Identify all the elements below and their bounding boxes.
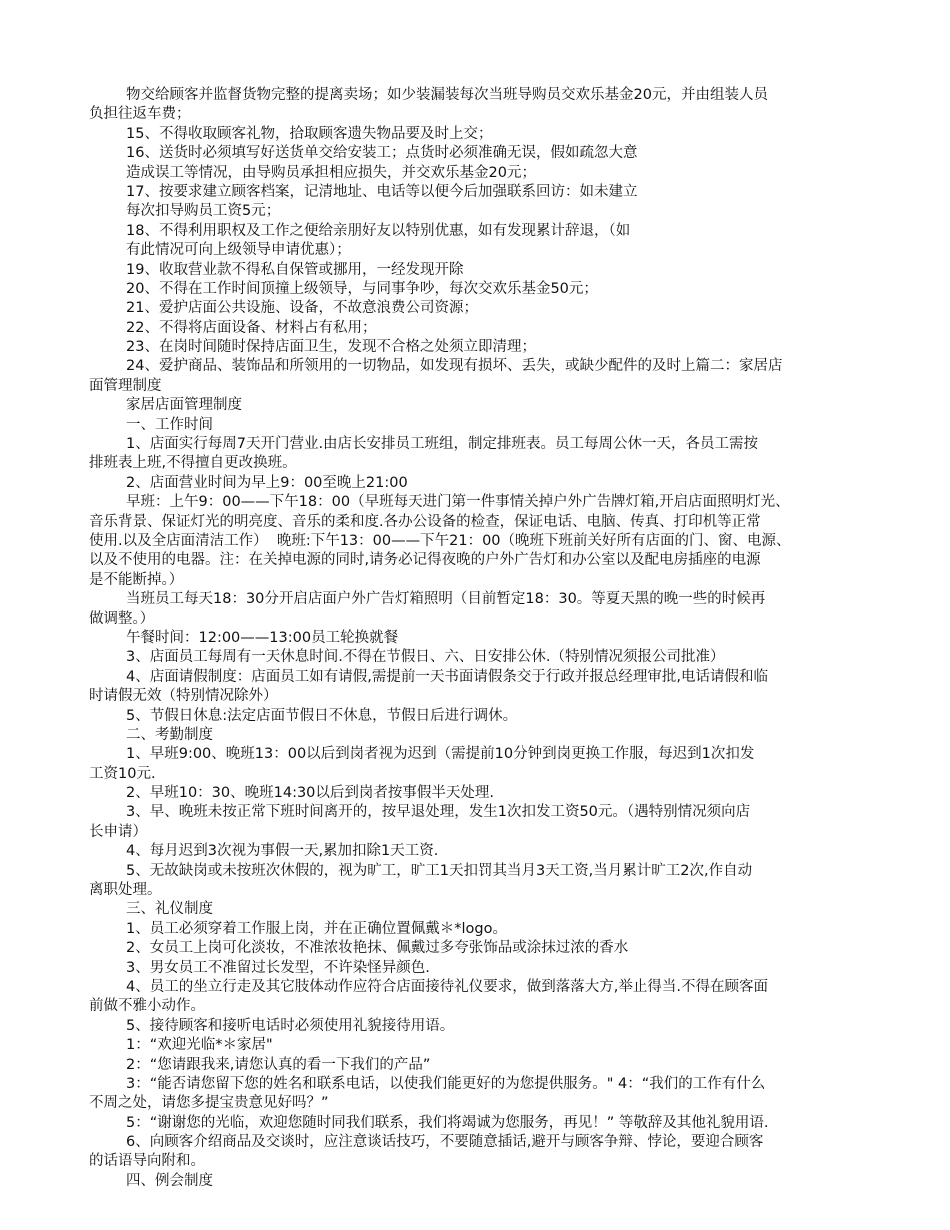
text-line: 16、送货时必须填写好送货单交给安装工；点货时必须准确无误，假如疏忽大意: [126, 145, 638, 162]
text-line: 使用.以及全店面清洁工作） 晚班:下午13：00——下午21：00（晚班下班前关好所有店面的门、窗、电源、: [89, 532, 791, 549]
text-line: 5：“谢谢您的光临，欢迎您随时同我们联系，我们将竭诚为您服务，再见！” 等敬辞及其他礼貌用语.: [126, 1114, 769, 1131]
text-line: 4、每月迟到3次视为事假一天,累加扣除1天工资.: [126, 843, 439, 860]
document-body: [89, 86, 869, 1191]
text-line: 不周之处，请您多提宝贵意见好吗？”: [89, 1095, 329, 1112]
text-line: 4、店面请假制度：店面员工如有请假,需提前一天书面请假条交于行政并报总经理审批,电话请假和临: [126, 668, 768, 685]
text-line: 18、不得利用职权及工作之便给亲朋好友以特别优惠，如有发现累计辞退，（如: [126, 222, 631, 239]
text-line: 19、收取营业款不得私自保管或挪用，一经发现开除: [126, 261, 464, 278]
text-line: 5、节假日休息:法定店面节假日不休息，节假日后进行调休。: [126, 707, 518, 724]
text-line: 20、不得在工作时间顶撞上级领导，与同事争吵，每次交欢乐基金50元；: [126, 280, 598, 297]
text-line: 5、无故缺岗或未按班次休假的，视为旷工，旷工1天扣罚其当月3天工资,当月累计旷工2次,作自动: [126, 862, 753, 879]
text-line: 家居店面管理制度: [126, 397, 242, 414]
text-line: 15、不得收取顾客礼物，拾取顾客遗失物品要及时上交；: [126, 125, 493, 142]
text-line: 1：“欢迎光临*＊家居": [126, 1037, 273, 1054]
text-line: 2、早班10：30、晚班14:30以后到岗者按事假半天处理.: [126, 785, 495, 802]
text-line: 四、例会制度: [126, 1172, 213, 1189]
text-line: 23、在岗时间随时保持店面卫生，发现不合格之处须立即清理；: [126, 339, 536, 356]
text-line: 3、早、晚班未按正常下班时间离开的，按早退处理，发生1次扣发工资50元。（遇特别情况须向店: [126, 804, 751, 821]
text-line: 是不能断掉。）: [89, 571, 184, 588]
text-line: 17、按要求建立顾客档案，记清地址、电话等以便今后加强联系回访：如未建立: [126, 183, 638, 200]
text-line: 2、店面营业时间为早上9：00至晚上21:00: [126, 474, 408, 491]
text-line: 22、不得将店面设备、材料占有私用；: [126, 319, 377, 336]
text-line: 有此情况可向上级领导申请优惠）；: [126, 242, 351, 259]
text-line: 3、店面员工每周有一天休息时间.不得在节假日、六、日安排公休.（特别情况须报公司批准）: [126, 649, 725, 666]
text-line: 三、礼仪制度: [126, 901, 213, 918]
text-line: 1、店面实行每周7天开门营业.由店长安排员工班组，制定排班表。员工每周公休一天，各员工需按: [126, 436, 759, 453]
text-line: 2：“您请跟我来,请您认真的看一下我们的产品”: [126, 1056, 431, 1073]
text-line: 造成误工等情况，由导购员承担相应损失，并交欢乐基金20元；: [126, 164, 536, 181]
text-line: 工资10元.: [89, 765, 156, 782]
text-line: 1、员工必须穿着工作服上岗，并在正确位置佩戴＊*logo。: [126, 920, 507, 937]
text-line: 负担往返车费；: [89, 106, 191, 123]
text-line: 的话语导向附和。: [89, 1153, 205, 1170]
text-line: 排班表上班,不得擅自更改换班。: [89, 455, 297, 472]
text-line: 离职处理。: [89, 882, 162, 899]
text-line: 当班员工每天18：30分开启店面户外广告灯箱照明（目前暂定18：30。等夏天黑的晚一些的时候再: [126, 591, 766, 608]
text-line: 21、爱护店面公共设施、设备，不故意浪费公司资源；: [126, 300, 478, 317]
text-line: 每次扣导购员工资5元；: [126, 203, 281, 220]
text-line: 时请假无效（特别情况除外）: [89, 688, 278, 705]
text-line: 午餐时间：12:00——13:00员工轮换就餐: [126, 629, 399, 646]
text-line: 24、爱护商品、装饰品和所领用的一切物品，如发现有损坏、丢失，或缺少配件的及时上篇二：家居店: [126, 358, 783, 375]
text-line: 6、向顾客介绍商品及交谈时，应注意谈话技巧，不要随意插话,避开与顾客争辩、悖论，要迎合顾客: [126, 1134, 764, 1151]
text-line: 5、接待顾客和接听电话时必须使用礼貌接待用语。: [126, 1017, 455, 1034]
text-line: 以及不使用的电器。注：在关掉电源的同时,请务必记得夜晚的户外广告灯和办公室以及配电房插座的电源: [89, 552, 761, 569]
text-line: 音乐背景、保证灯光的明亮度、音乐的柔和度.各办公设备的检查，保证电话、电脑、传真、打印机等正常: [89, 513, 761, 530]
text-line: 前做不雅小动作。: [89, 998, 205, 1015]
text-line: 早班：上午9：00——下午18：00（早班每天进门第一件事情关掉户外广告牌灯箱,开启店面照明灯光、: [126, 494, 790, 511]
text-line: 面管理制度: [89, 377, 162, 394]
text-line: 物交给顾客并监督货物完整的提离卖场；如少装漏装每次当班导购员交欢乐基金20元，并由组装人员: [126, 87, 768, 103]
text-line: 长申请）: [89, 823, 147, 840]
text-line: 1、早班9:00、晚班13：00以后到岗者视为迟到（需提前10分钟到岗更换工作服，每迟到1次扣发: [126, 746, 755, 763]
text-line: 3、男女员工不准留过长发型，不许染怪异颜色.: [126, 959, 430, 976]
text-line: 3：“能否请您留下您的姓名和联系电话，以使我们能更好的为您提供服务。" 4：“我们的工作有什么: [126, 1075, 766, 1092]
text-line: 2、女员工上岗可化淡妆，不准浓妆艳抹、佩戴过多夸张饰品或涂抹过浓的香水: [126, 940, 629, 957]
text-line: 4、员工的坐立行走及其它肢体动作应符合店面接待礼仪要求，做到落落大方,举止得当.不得在顾客面: [126, 978, 768, 995]
text-line: 做调整。）: [89, 610, 155, 627]
text-line: 二、考勤制度: [126, 726, 213, 743]
text-line: 一、工作时间: [126, 416, 213, 433]
